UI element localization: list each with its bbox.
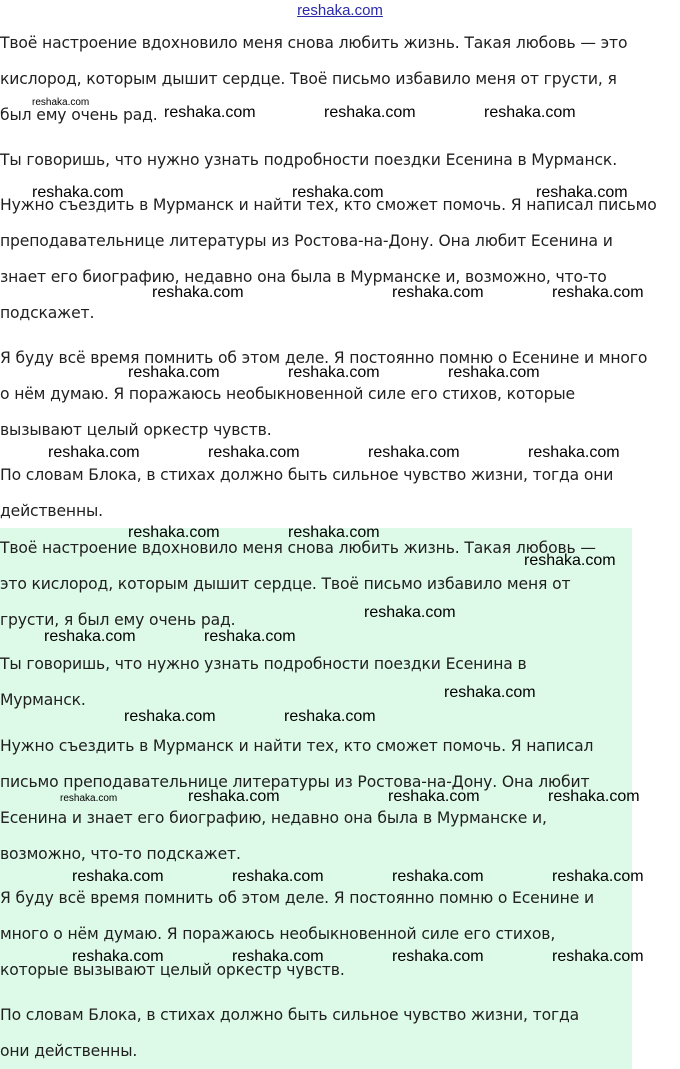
text-line: возможно, что-то подскажет. <box>0 845 241 863</box>
watermark: reshaka.com <box>528 444 620 461</box>
watermark: reshaka.com <box>388 788 480 805</box>
text-line: действенны. <box>0 502 103 520</box>
text-line: кислород, которым дышит сердце. Твоё письмо избавило меня от грусти, я <box>0 70 617 88</box>
watermark: reshaka.com <box>72 948 164 965</box>
text-line: Нужно съездить в Мурманск и найти тех, кто сможет помочь. Я написал <box>0 737 594 755</box>
text-line: письмо преподавательнице литературы из Ростова-на-Дону. Она любит <box>0 773 590 791</box>
site-link[interactable]: reshaka.com <box>297 2 383 19</box>
watermark: reshaka.com <box>284 708 376 725</box>
text-line: Есенина и знает его биографию, недавно она была в Мурманске и, <box>0 809 547 827</box>
text-line: вызывают целый оркестр чувств. <box>0 421 272 439</box>
text-line: Ты говоришь, что нужно узнать подробности поездки Есенина в Мурманск. <box>0 151 617 169</box>
text-line: подскажет. <box>0 304 95 322</box>
watermark: reshaka.com <box>48 444 140 461</box>
text-line: это кислород, которым дышит сердце. Твоё письмо избавило меня от <box>0 575 571 593</box>
watermark: reshaka.com <box>128 364 220 381</box>
watermark: reshaka.com <box>152 284 244 301</box>
text-line: Мурманск. <box>0 691 86 709</box>
watermark: reshaka.com <box>124 708 216 725</box>
text-line: Твоё настроение вдохновило меня снова любить жизнь. Такая любовь — <box>0 539 596 557</box>
watermark: reshaka.com <box>204 628 296 645</box>
watermark: reshaka.com <box>208 444 300 461</box>
watermark: reshaka.com <box>324 104 416 121</box>
watermark: reshaka.com <box>60 793 118 804</box>
watermark: reshaka.com <box>72 868 164 885</box>
watermark: reshaka.com <box>552 948 644 965</box>
watermark: reshaka.com <box>44 628 136 645</box>
text-line: По словам Блока, в стихах должно быть сильное чувство жизни, тогда они <box>0 466 614 484</box>
watermark: reshaka.com <box>32 97 90 108</box>
watermark: reshaka.com <box>368 444 460 461</box>
watermark: reshaka.com <box>232 868 324 885</box>
text-line: Ты говоришь, что нужно узнать подробности поездки Есенина в <box>0 655 527 673</box>
watermark: reshaka.com <box>392 948 484 965</box>
watermark: reshaka.com <box>364 604 456 621</box>
text-line: знает его биографию, недавно она была в Мурманске и, возможно, что-то <box>0 268 607 286</box>
text-line: много о нём думаю. Я поражаюсь необыкновенной силе его стихов, <box>0 925 556 943</box>
text-line: Твоё настроение вдохновило меня снова любить жизнь. Такая любовь — это <box>0 34 628 52</box>
watermark: reshaka.com <box>444 684 536 701</box>
watermark: reshaka.com <box>548 788 640 805</box>
text-line: По словам Блока, в стихах должно быть сильное чувство жизни, тогда <box>0 1006 580 1024</box>
watermark: reshaka.com <box>164 104 256 121</box>
watermark: reshaka.com <box>552 284 644 301</box>
watermark: reshaka.com <box>536 184 628 201</box>
watermark: reshaka.com <box>288 364 380 381</box>
text-line: которые вызывают целый оркестр чувств. <box>0 961 345 979</box>
watermark: reshaka.com <box>448 364 540 381</box>
watermark: reshaka.com <box>32 184 124 201</box>
text-line: Нужно съездить в Мурманск и найти тех, кто сможет помочь. Я написал письмо <box>0 196 657 214</box>
text-line: Я буду всё время помнить об этом деле. Я постоянно помню о Есенине и много <box>0 349 648 367</box>
text-line: преподавательнице литературы из Ростова-на-Дону. Она любит Есенина и <box>0 232 613 250</box>
text-line: о нём думаю. Я поражаюсь необыкновенной силе его стихов, которые <box>0 385 575 403</box>
watermark: reshaka.com <box>552 868 644 885</box>
watermark: reshaka.com <box>188 788 280 805</box>
watermark: reshaka.com <box>484 104 576 121</box>
watermark: reshaka.com <box>392 868 484 885</box>
text-line: грусти, я был ему очень рад. <box>0 611 236 629</box>
text-line: они действенны. <box>0 1042 138 1060</box>
watermark: reshaka.com <box>524 552 616 569</box>
text-line: Я буду всё время помнить об этом деле. Я постоянно помню о Есенине и <box>0 889 594 907</box>
watermark: reshaka.com <box>232 948 324 965</box>
watermark: reshaka.com <box>128 524 220 541</box>
watermark: reshaka.com <box>292 184 384 201</box>
text-line: был ему очень рад. <box>0 106 158 124</box>
watermark: reshaka.com <box>392 284 484 301</box>
watermark: reshaka.com <box>288 524 380 541</box>
